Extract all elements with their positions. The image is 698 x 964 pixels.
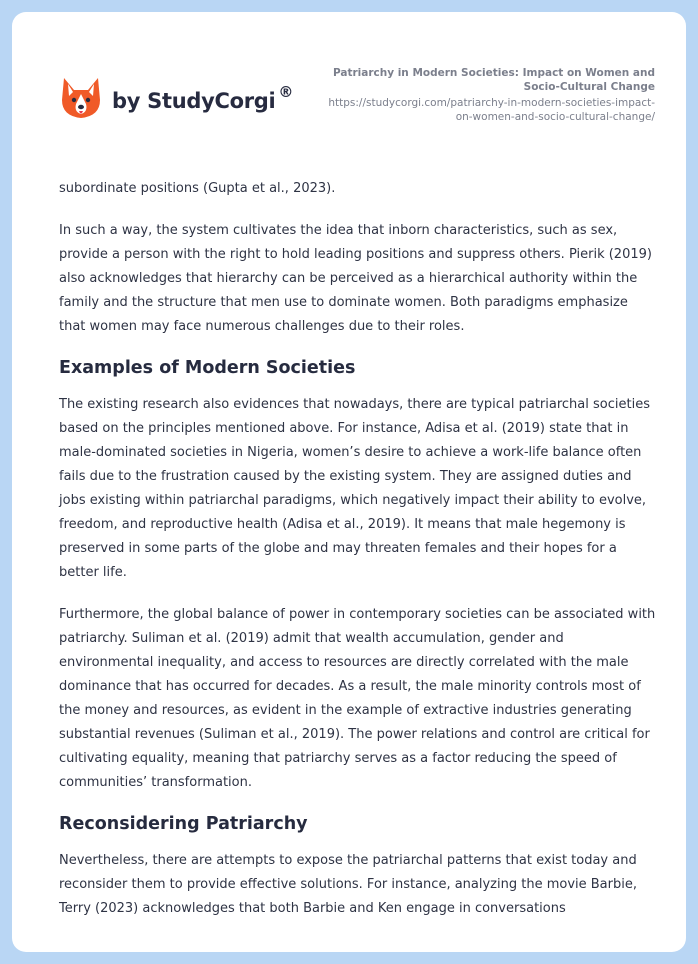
studycorgi-logo[interactable] [60,76,293,120]
document-title: Patriarchy in Modern Societies: Impact on Women and Socio-Cultural Change [332,67,655,93]
section-heading: Examples of Modern Societies [59,358,356,378]
document-page [12,12,686,952]
section-heading: Reconsidering Patriarchy [59,814,308,834]
logo-text: by StudyCorgi ® [112,83,294,113]
paragraph: Furthermore, the global balance of power in contemporary societies can be associated with patriarchy. Suliman et al. (2019) admit that wealth accumulation, gender and environmental inequality, and access to resources are directly correlated with the male dominance that has occurred for decades. As a result, the male minority controls most of the money and resources, as evident in the example of extractive industries generating substantial revenues (Suliman et al., 2019). The power relations and control are critical for cultivating equality, meaning that patriarchy serves as a factor reducing the speed of communities’ transformation. [59,607,656,790]
corgi-logo-icon [60,76,102,120]
paragraph: subordinate positions (Gupta et al., 2023). [59,181,336,196]
document-header [315,66,655,124]
paragraph: Nevertheless, there are attempts to expose the patriarchal patterns that exist today and reconsider them to provide effective solutions. For instance, analyzing the movie Barbie, Terry (2023) acknowledges that both Barbie and Ken engage in conversations [59,853,637,916]
registered-mark: ® [278,83,294,101]
paragraph: The existing research also evidences that nowadays, there are typical patriarchal societies based on the principles mentioned above. For instance, Adisa et al. (2019) state that in male-dominated societies in Nigeria, women’s desire to achieve a work-life balance often fails due to the frustration caused by the existing system. They are assigned duties and jobs existing within patriarchal paradigms, which negatively impact their ability to evolve, freedom, and reproductive health (Adisa et al., 2019). It means that male hegemony is preserved in some parts of the globe and may threaten females and their hopes for a better life. [59,397,650,580]
paragraph: In such a way, the system cultivates the idea that inborn characteristics, such as sex, provide a person with the right to hold leading positions and suppress others. Pierik (2019) also acknowledges that hierarchy can be perceived as a hierarchical authority within the family and the structure that men use to dominate women. Both paradigms emphasize that women may face numerous challenges due to their roles. [59,223,652,334]
document-url[interactable]: https://studycorgi.com/patriarchy-in-modern-societies-impact-on-women-and-socio-cultural-change/ [328,97,655,123]
